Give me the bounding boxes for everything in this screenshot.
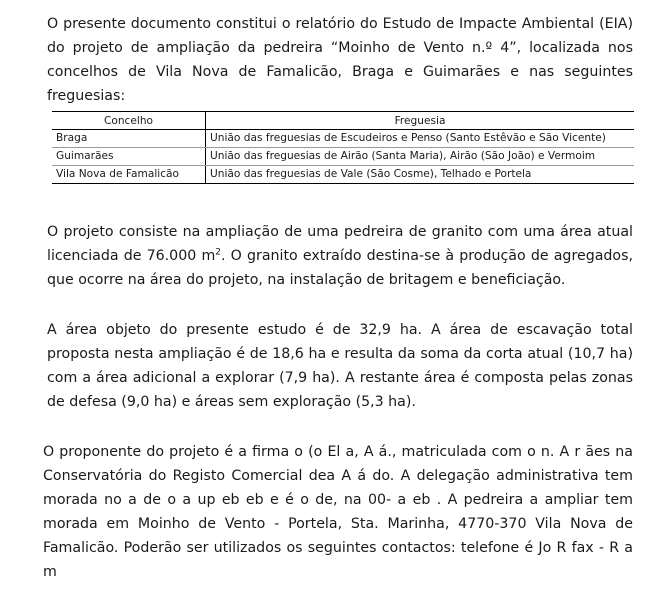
area-paragraph: A área objeto do presente estudo é de 32,9 ha. A área de escavação total proposta nesta ampliação é de 18,6 ha e resulta da soma da corta atual (10,7 ha) com a área adicional a explorar (7,9 ha). A restante área é composta pelas zonas de defesa (9,0 ha) e áreas sem exploração (5,3 ha). [47, 322, 633, 410]
intro-paragraph: O presente documento constitui o relatório do Estudo de Impacte Ambiental (EIA) do projeto de ampliação da pedreira “Moinho de Vento n.º 4”, localizada nos concelhos de Vila Nova de Famalicão, Braga e Guimarães e nas seguintes freguesias: [47, 16, 633, 104]
table-row [52, 130, 634, 148]
cell-concelho: Braga [52, 130, 206, 148]
project-paragraph [47, 220, 633, 292]
proponent-paragraph: O proponente do projeto é a firma o (o El a, A á., matriculada com o n. A r ães na Conservatória do Registo Comercial dea A á do. A delegação administrativa tem morada no a de o a up eb eb e é o de, na 00- a eb . A pedreira a ampliar tem morada em Moinho de Vento - Portela, Sta. Marinha, 4770-370 Vila Nova de Famalicão. Poderão ser utilizados os seguintes contactos: telefone é Jo R fax - R a m [43, 444, 633, 580]
cell-freguesia: União das freguesias de Vale (São Cosme), Telhado e Portela [206, 166, 635, 184]
header-freguesia: Freguesia [206, 112, 635, 130]
cell-freguesia: União das freguesias de Escudeiros e Penso (Santo Estêvão e São Vicente) [206, 130, 635, 148]
project-text-before: O projeto consiste na ampliação de uma pedreira de granito com uma área atual licenciada de 76.000 m [47, 224, 633, 264]
cell-concelho: Guimarães [52, 148, 206, 166]
table-row [52, 148, 634, 166]
cell-freguesia: União das freguesias de Airão (Santa Maria), Airão (São João) e Vermoim [206, 148, 635, 166]
table-row [52, 166, 634, 184]
superscript-2: 2 [215, 247, 221, 258]
freguesias-table [52, 111, 634, 184]
cell-concelho: Vila Nova de Famalicão [52, 166, 206, 184]
project-text-after: . O granito extraído destina-se à produção de agregados, que ocorre na área do projeto, na instalação de britagem e beneficiação. [47, 248, 633, 288]
table-header-row [52, 112, 634, 130]
header-concelho: Concelho [52, 112, 206, 130]
